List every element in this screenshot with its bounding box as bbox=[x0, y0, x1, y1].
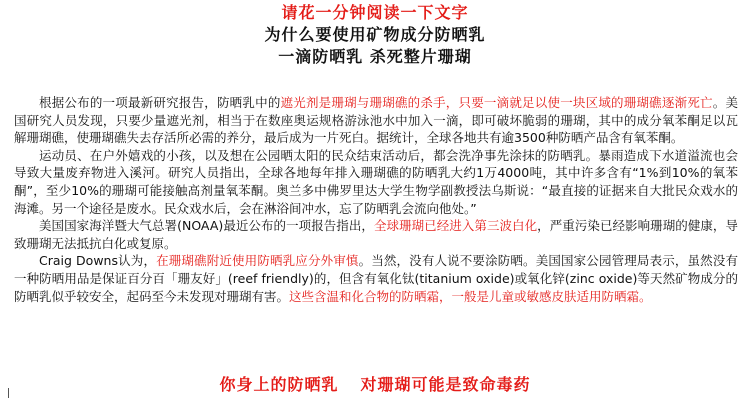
paragraph-1-text-c: 。美国研究人员发现，只要少量遮光剂，相当于在数座奥运规格游泳池水中加入一滴，即可破坏脆弱的珊瑚，其中的成分氧苯酮足以瓦解珊瑚礁，使珊瑚礁失去存活所必需的养分，最后成为一片死白。据统计，全球各地共有逾3500种防晒产品含有氧苯酮。 bbox=[14, 95, 738, 146]
paragraph-3-highlight: 全球珊瑚已经进入第三波白化 bbox=[373, 218, 538, 234]
text-cursor bbox=[8, 388, 9, 398]
paragraph-3-text-a: 美国国家海洋暨大气总署(NOAA)最近公布的一项报告指出， bbox=[39, 218, 374, 234]
paragraph-1-highlight: 遮光剂是珊瑚与珊瑚礁的杀手，只要一滴就足以使一块区域的珊瑚礁逐渐死亡 bbox=[280, 95, 713, 110]
title-line-2: 为什么要使用矿物成分防晒乳 bbox=[264, 25, 486, 44]
title-line-1: 请花一分钟阅读一下文字 bbox=[281, 3, 469, 22]
paragraph-4-highlight-end: 这些含温和化合物的防晒霜，一般是儿童或敏感皮肤适用防晒霜。 bbox=[289, 288, 652, 304]
paragraph-3 bbox=[14, 217, 738, 252]
title-line-3: 一滴防晒乳 杀死整片珊瑚 bbox=[278, 47, 472, 66]
paragraph-1 bbox=[14, 94, 738, 147]
paragraph-4 bbox=[14, 252, 738, 305]
title-block bbox=[0, 2, 750, 68]
paragraph-1-text-a: 根据公布的一项最新研究报告，防晒乳中的 bbox=[39, 95, 281, 110]
footer-slogan bbox=[0, 372, 750, 395]
footer-slogan-part-1: 你身上的防晒乳 bbox=[219, 375, 339, 394]
paragraph-4-highlight: 在珊瑚礁附近使用防晒乳应分外审慎 bbox=[156, 253, 359, 269]
footer-slogan-part-2: 对珊瑚可能是致命毒药 bbox=[360, 375, 531, 394]
paragraph-2-text: 运动员、在户外嬉戏的小孩，以及想在公园晒太阳的民众结束活动后，都会洗净事先涂抹的防晒乳。暴雨造成下水道溢流也会导致大量废弃物进入溪河。研究人员指出，全球各地每年排入珊瑚礁的防晒乳大约1万4000吨，其中许多含有“1%到10%的氧苯酮”，至少10%的珊瑚可能接触高剂量氧苯酮。奥兰多中佛罗里达大学生物学副教授法乌斯说：“最直接的证据来自大批民众戏水的海滩。另一个途径是废水。民众戏水后，会在淋浴间冲水，忘了防晒乳会流向他处。” bbox=[14, 147, 738, 216]
article-body bbox=[14, 94, 738, 305]
paragraph-3-text-c: ，严重污染已经影响珊瑚的健康，导致珊瑚无法抵抗白化或复原。 bbox=[14, 218, 738, 251]
paragraph-4-text-c: 。当然，没有人说不要涂防晒。美国国家公园管理局表示，虽然没有一种防晒用品是保证百分百「珊友好」(reef friendly)的，但含有氧化钛(titanium oxide)或氧化锌(zinc oxide)等天然矿物成分的防晒乳似乎较安全，起码至今未发现对珊瑚有害。 bbox=[14, 253, 738, 304]
paragraph-4-text-a: Craig Downs认为， bbox=[39, 253, 157, 269]
paragraph-2 bbox=[14, 147, 738, 217]
